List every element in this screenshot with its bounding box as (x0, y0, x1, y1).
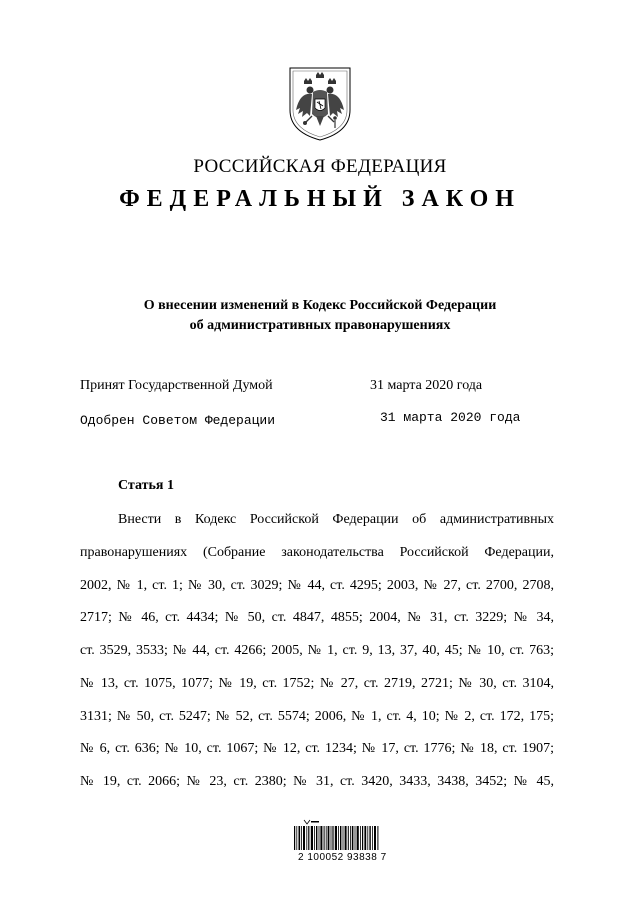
duma-adoption-label: Принят Государственной Думой (80, 378, 273, 393)
article-text-line: № 13, ст. 1075, 1077; № 19, ст. 1752; № 27, ст. 2719, 2721; № 30, ст. 3104, (80, 676, 554, 691)
article-text-line: Внести в Кодекс Российской Федерации об административных (118, 512, 554, 527)
council-approval-date: 31 марта 2020 года (380, 410, 521, 425)
law-title-line-2: об административных правонарушениях (189, 318, 451, 333)
article-text-line: 2002, № 1, ст. 1; № 30, ст. 3029; № 44, ст. 4295; 2003, № 27, ст. 2700, 2708, (80, 578, 554, 593)
barcode-number: 2 100052 93838 7 (298, 852, 387, 863)
article-heading: Статья 1 (118, 478, 174, 493)
document-type: ФЕДЕРАЛЬНЫЙ ЗАКОН (119, 186, 521, 212)
article-text-line: № 6, ст. 636; № 10, ст. 1067; № 12, ст. 1234; № 17, ст. 1776; № 18, ст. 1907; (80, 741, 554, 756)
council-approval-label: Одобрен Советом Федерации (80, 413, 276, 428)
article-text-line: 3131; № 50, ст. 5247; № 52, ст. 5574; 2006, № 1, ст. 4, 10; № 2, ст. 172, 175; (80, 709, 554, 724)
duma-adoption-date: 31 марта 2020 года (370, 378, 483, 393)
article-text-line: правонарушениях (Собрание законодательства Российской Федерации, (80, 545, 554, 560)
country-name: РОССИЙСКАЯ ФЕДЕРАЦИЯ (193, 156, 447, 177)
article-text-line: № 19, ст. 2066; № 23, ст. 2380; № 31, ст. 3420, 3433, 3438, 3452; № 45, (80, 774, 554, 789)
law-title (0, 296, 640, 336)
barcode-icon (294, 818, 380, 856)
coat-of-arms-icon (286, 66, 354, 142)
article-text-line: 2717; № 46, ст. 4434; № 50, ст. 4847, 4855; 2004, № 31, ст. 3229; № 34, (80, 610, 554, 625)
law-title-line-1: О внесении изменений в Кодекс Российской Федерации (143, 298, 497, 313)
article-text-line: ст. 3529, 3533; № 44, ст. 4266; 2005, № 1, ст. 9, 13, 37, 40, 45; № 10, ст. 763; (80, 643, 554, 658)
